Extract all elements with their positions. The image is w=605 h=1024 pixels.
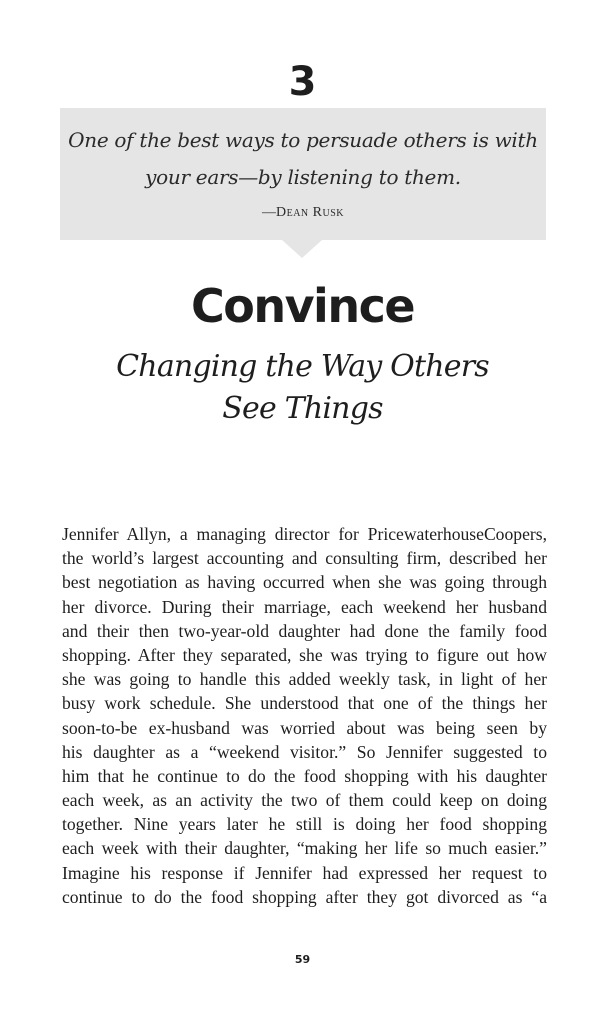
body-text (62, 522, 547, 909)
attribution-dash: — (261, 205, 276, 220)
body-line: Jennifer Allyn, a managing director for PricewaterhouseCoopers, (62, 524, 547, 544)
body-line: the world’s largest accounting and consulting firm, described her (62, 548, 547, 569)
body-line: continue to do the food shopping after they got divorced as “a (62, 886, 547, 907)
body-line: busy work schedule. She understood that one of the things her (62, 693, 547, 714)
body-line: each week, as an activity the two of them could keep on doing (62, 790, 547, 811)
body-line: shopping. After they separated, she was trying to figure out how (62, 644, 547, 665)
epigraph-quote: One of the best ways to persuade others is with your ears—by listening to them. (68, 128, 538, 189)
body-line: his daughter as a “weekend visitor.” So Jennifer suggested to (62, 741, 547, 762)
body-line: together. Nine years later he still is doing her food shopping (62, 814, 547, 835)
epigraph-box (60, 108, 546, 240)
body-line: him that he continue to do the food shopping with his daughter (62, 765, 547, 786)
body-line: best negotiation as having occurred when she was going through (62, 572, 547, 593)
page-number: 59 (294, 953, 311, 966)
body-line: Imagine his response if Jennifer had expressed her request to (62, 862, 547, 883)
body-line: soon-to-be ex-husband was worried about was being seen by (62, 717, 547, 738)
epigraph-attribution (60, 204, 546, 222)
body-line: she was going to handle this added weekly task, in light of her (62, 669, 547, 690)
body-line: her divorce. During their marriage, each weekend her husband (62, 596, 547, 617)
attribution-name: Dean Rusk (275, 205, 344, 220)
chapter-number: 3 (288, 59, 317, 105)
body-line: and their then two-year-old daughter had done the family food (62, 620, 547, 641)
chapter-subtitle: Changing the Way Others See Things (116, 349, 489, 426)
epigraph-pointer (282, 240, 322, 258)
body-line: each week with their daughter, “making her life so much easier.” (62, 838, 547, 859)
chapter-title: Convince (190, 279, 415, 333)
